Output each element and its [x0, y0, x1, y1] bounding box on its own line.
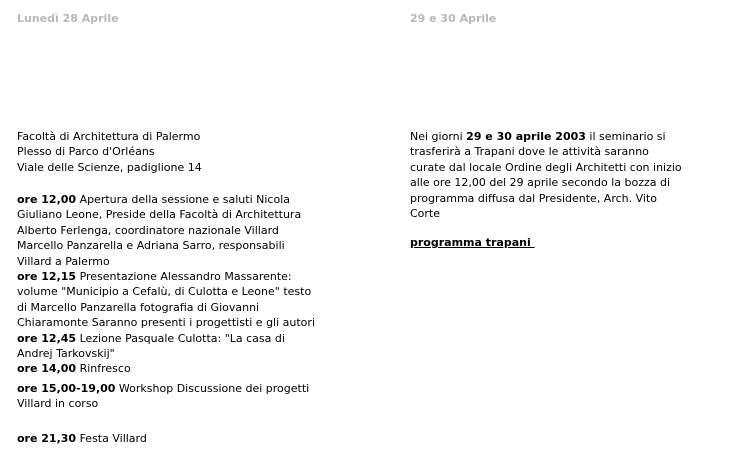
schedule-line: ore 14,00 Rinfresco: [17, 362, 131, 376]
schedule-line: Villard in corso: [17, 397, 99, 411]
venue-line: Viale delle Scienze, padiglione 14: [17, 160, 202, 174]
schedule-time: ore 12,15: [17, 270, 77, 284]
schedule-time: ore 14,00: [17, 362, 77, 376]
programma-trapani-link[interactable]: programma trapani: [410, 236, 535, 249]
schedule-time: ore 12,45: [17, 331, 77, 345]
schedule-line: Marcello Panzarella e Adriana Sarro, responsabili: [17, 239, 285, 253]
schedule-morning: [17, 192, 315, 377]
schedule-line: Giuliano Leone, Preside della Facoltà di Architettura: [17, 208, 302, 222]
venue-address: [17, 129, 202, 175]
schedule-line: Villard a Palermo: [17, 254, 110, 268]
schedule-line: ore 12,00 Apertura della sessione e saluti Nicola: [17, 193, 290, 206]
schedule-time: ore 12,00: [17, 193, 77, 206]
schedule-time: ore 15,00-19,00: [17, 382, 116, 395]
venue-line: Facoltà di Architettura di Palermo: [17, 130, 201, 143]
trapani-paragraph: Nei giorni 29 e 30 aprile 2003 il seminario si trasferirà a Trapani dove le attività saranno curate dal locale Ordine degli Architetti con inizio alle ore 12,00 del 29 aprile secondo la bozza di programma diffusa dal Presidente, Arch. Vito Corte: [410, 130, 682, 221]
schedule-time: ore 21,30: [17, 432, 77, 445]
schedule-line: ore 21,30 Festa Villard: [17, 432, 147, 445]
schedule-line: Chiaramonte Saranno presenti i progettisti e gli autori: [17, 316, 315, 330]
schedule-evening: [17, 431, 147, 446]
schedule-line: Andrej Tarkovskij": [17, 347, 115, 361]
schedule-line: ore 12,45 Lezione Pasquale Culotta: "La casa di: [17, 331, 285, 345]
schedule-line: volume "Municipio a Cefalù, di Culotta e Leone" testo: [17, 285, 312, 299]
schedule-line: Alberto Ferlenga, coordinatore nazionale Villard: [17, 223, 279, 237]
schedule-afternoon: [17, 381, 309, 412]
schedule-line: di Marcello Panzarella fotografia di Giovanni: [17, 300, 260, 314]
schedule-line: ore 12,15 Presentazione Alessandro Massarente:: [17, 270, 292, 284]
schedule-line: ore 15,00-19,00 Workshop Discussione dei progetti: [17, 382, 310, 395]
day-heading-monday: Lunedì 28 Aprile: [17, 12, 119, 25]
day-heading-29-30: 29 e 30 Aprile: [410, 12, 497, 25]
venue-line: Plesso di Parco d'Orléans: [17, 145, 155, 159]
